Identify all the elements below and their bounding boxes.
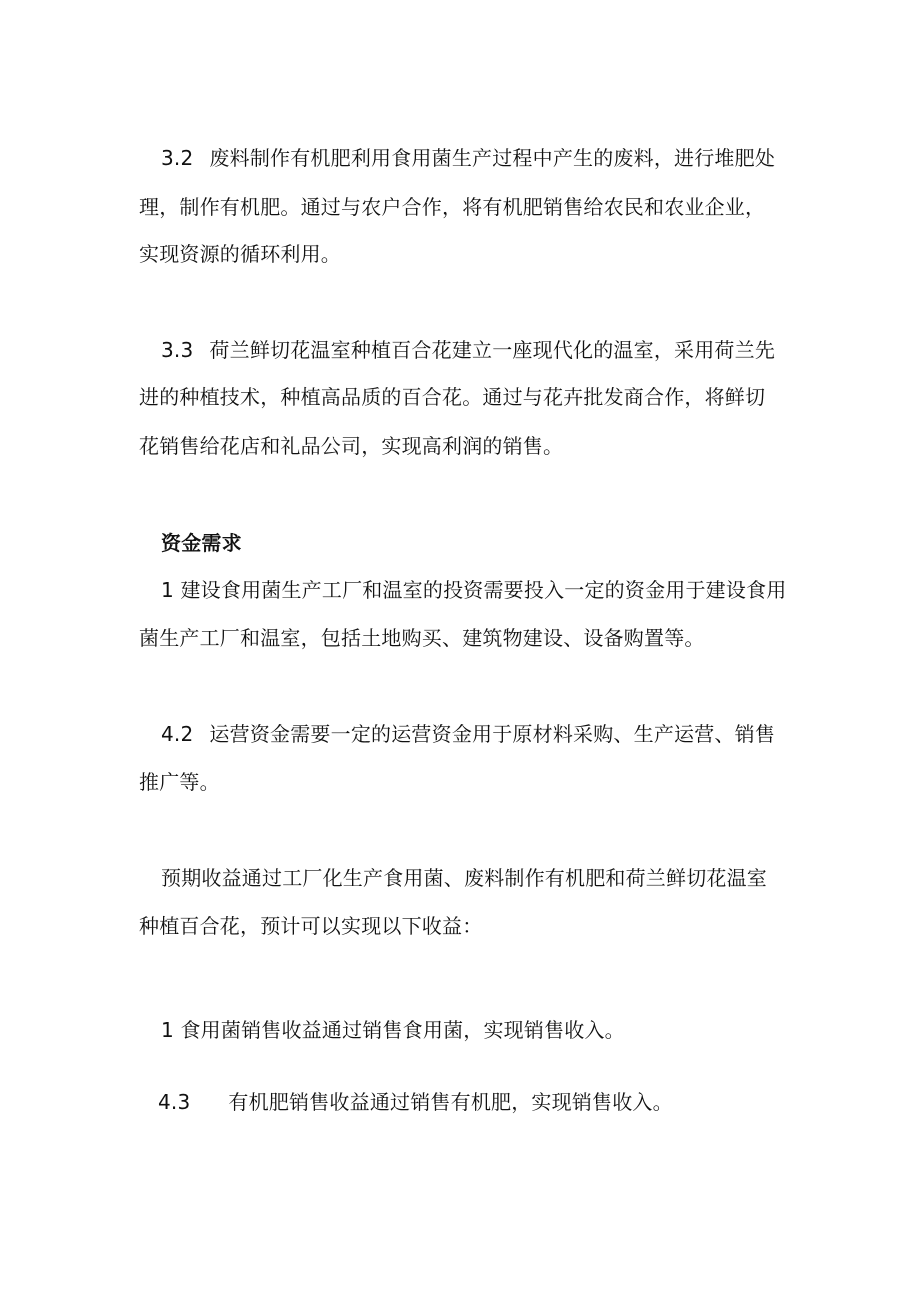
section-3-3-line-1	[161, 336, 775, 364]
section-number: 4.3	[158, 1090, 191, 1114]
section-number: 3.2	[161, 146, 194, 170]
section-number: 3.3	[161, 338, 194, 362]
returns-intro-line-1: 预期收益通过工厂化生产食用菌、废料制作有机肥和荷兰鲜切花温室	[161, 866, 767, 890]
returns-intro-line-2: 种植百合花，预计可以实现以下收益：	[139, 914, 483, 938]
section-3-2-line-3: 实现资源的循环利用。	[139, 242, 341, 266]
paragraph-text: 有机肥销售收益通过销售有机肥，实现销售收入。	[228, 1090, 673, 1114]
section-3-2-line-2: 理，制作有机肥。通过与农户合作，将有机肥销售给农民和农业企业，	[139, 195, 766, 219]
section-3-3-line-2: 进的种植技术，种植高品质的百合花。通过与花卉批发商合作，将鲜切	[139, 385, 766, 409]
funding-heading: 资金需求	[161, 531, 242, 555]
returns-item-2	[158, 1088, 673, 1116]
returns-item-1: 1 食用菌销售收益通过销售食用菌，实现销售收入。	[161, 1018, 625, 1042]
paragraph-text: 运营资金需要一定的运营资金用于原材料采购、生产运营、销售	[209, 722, 776, 746]
funding-item-1-line-2: 菌生产工厂和温室，包括土地购买、建筑物建设、设备购置等。	[139, 626, 705, 650]
paragraph-text: 废料制作有机肥利用食用菌生产过程中产生的废料，进行堆肥处	[209, 146, 776, 170]
funding-item-2-line-2: 推广等。	[139, 770, 220, 794]
section-3-3-line-3: 花销售给花店和礼品公司，实现高利润的销售。	[139, 434, 564, 458]
funding-item-1-line-1: 1 建设食用菌生产工厂和温室的投资需要投入一定的资金用于建设食用	[161, 578, 787, 602]
funding-item-2-line-1	[161, 720, 775, 748]
paragraph-text: 荷兰鲜切花温室种植百合花建立一座现代化的温室，采用荷兰先	[209, 338, 776, 362]
section-3-2-line-1	[161, 144, 775, 172]
section-number: 4.2	[161, 722, 194, 746]
